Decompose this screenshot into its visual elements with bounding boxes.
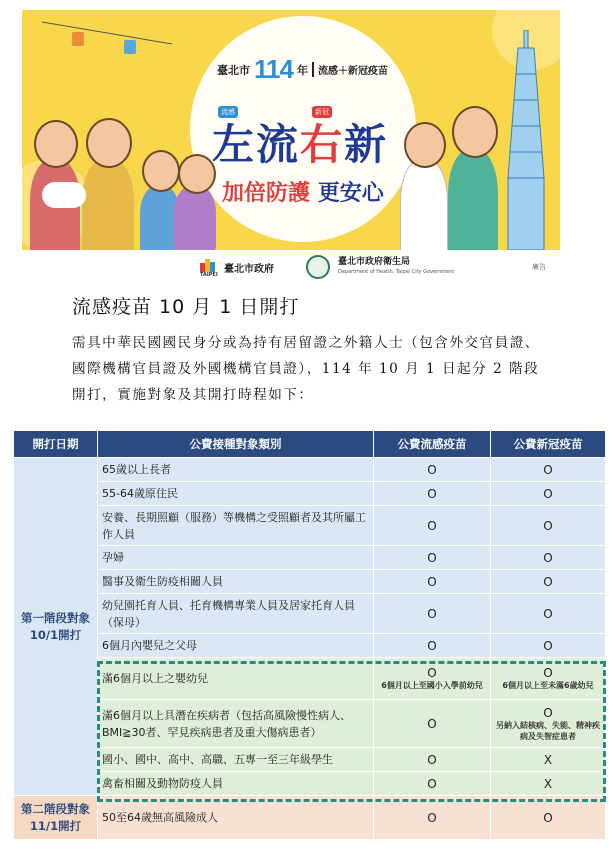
- baby-figure: [42, 182, 86, 208]
- row-flu: O: [374, 796, 491, 840]
- ad-label: 廣告: [532, 263, 546, 271]
- row-item: 6個月內嬰兒之父母: [98, 634, 374, 658]
- table-header-row: [14, 431, 606, 458]
- row-covid: O: [491, 634, 606, 658]
- intro-paragraph: 需具中華民國國民身分或為持有居留證之外籍人士（包含外交官員證、國際機構官員證及外國機構官員證），114 年 10 月 1 日起分 2 階段開打，實施對象及其開打時程如下：: [72, 335, 540, 403]
- covid-note: 6個月以上至未滿6歲幼兒: [502, 681, 594, 690]
- row-flu: O: [374, 482, 491, 506]
- table-row: [14, 796, 606, 840]
- grandfather-head: [142, 150, 180, 192]
- row-item: 滿6個月以上之嬰幼兒: [98, 658, 374, 700]
- subslogan-part: 加倍防護: [222, 181, 311, 206]
- table-row: [14, 594, 606, 634]
- subslogan-part: 更安心: [317, 181, 384, 206]
- row-covid: O: [491, 796, 606, 840]
- row-flu: O: [374, 634, 491, 658]
- phase2-label: 第二階段對象: [21, 801, 90, 816]
- banner-vaccines: 流感＋新冠疫苗: [312, 62, 388, 77]
- flu-note: 6個月以上至國小入學前幼兒: [381, 681, 483, 690]
- phase2-cell: [14, 796, 98, 840]
- row-item: 55-64歲原住民: [98, 482, 374, 506]
- health-dept-seal-icon: [306, 255, 330, 279]
- row-covid: O: [491, 594, 606, 634]
- banner-topline: [217, 54, 397, 85]
- row-covid: X: [491, 772, 606, 796]
- table-row: [14, 546, 606, 570]
- slogan-char: 新: [344, 120, 389, 169]
- mother-head: [34, 120, 78, 168]
- table-row: [14, 506, 606, 546]
- row-item: 滿6個月以上具潛在疾病者（包括高風險慢性病人、BMI≧30者、罕見疾病患者及重大傷病患者）: [98, 700, 374, 748]
- header-date: 開打日期: [14, 431, 98, 458]
- row-covid: X: [491, 748, 606, 772]
- covid-mark: O: [543, 705, 553, 720]
- row-flu: O: [374, 772, 491, 796]
- header-flu: 公費流感疫苗: [374, 431, 491, 458]
- row-flu: O: [374, 506, 491, 546]
- row-item: 安養、長期照顧（服務）等機構之受照顧者及其所屬工作人員: [98, 506, 374, 546]
- slogan-char: 流: [256, 120, 301, 169]
- banner-subslogan: [222, 176, 384, 207]
- banner-city: 臺北市: [217, 64, 250, 77]
- father-head: [86, 118, 132, 168]
- doctor-figure: [448, 150, 498, 250]
- table-row: [14, 748, 606, 772]
- phase1-cell: [14, 458, 98, 796]
- taipei-city-government: 臺北市政府: [224, 263, 274, 275]
- row-covid: [491, 658, 606, 700]
- header-category: 公費接種對象類別: [98, 431, 374, 458]
- row-flu: O: [374, 700, 491, 748]
- table-row: [14, 772, 606, 796]
- row-item: 國小、國中、高中、高職、五專一至三年級學生: [98, 748, 374, 772]
- nurse-figure: [400, 160, 448, 250]
- banner-year-suffix: 年: [296, 64, 308, 77]
- slogan-char: 左: [212, 120, 257, 169]
- logo-bar: [200, 256, 454, 278]
- banner-year: 114: [254, 54, 293, 84]
- page-title: 流感疫苗 10 月 1 日開打: [72, 296, 300, 318]
- vaccination-schedule-table: [13, 430, 606, 840]
- doctor-head: [452, 106, 498, 158]
- row-flu: O: [374, 546, 491, 570]
- row-covid: O: [491, 482, 606, 506]
- row-item: 孕婦: [98, 546, 374, 570]
- row-item: 幼兒園托育人員、托育機構專業人員及居家托育人員（保母）: [98, 594, 374, 634]
- nurse-head: [404, 122, 446, 168]
- row-item: 65歲以上長者: [98, 458, 374, 482]
- father-figure: [82, 160, 134, 250]
- row-flu: O: [374, 570, 491, 594]
- table-row: [14, 634, 606, 658]
- tag-covid: 新冠: [312, 106, 332, 118]
- campaign-banner: [22, 10, 560, 250]
- covid-mark: O: [543, 666, 553, 680]
- table-row: [14, 658, 606, 700]
- row-covid: O: [491, 458, 606, 482]
- grandmother-figure: [174, 186, 216, 250]
- taipei101-icon: [502, 30, 550, 250]
- phase1-date: 10/1開打: [29, 627, 82, 642]
- health-dept-name: [338, 257, 454, 277]
- row-item: 醫事及衛生防疫相關人員: [98, 570, 374, 594]
- table-row: [14, 570, 606, 594]
- health-dept-en: Department of Health, Taipei City Government: [338, 269, 455, 275]
- tag-flu: 流感: [218, 106, 238, 118]
- grandmother-head: [178, 154, 216, 194]
- taipei-brand: TAIPEI: [200, 272, 218, 278]
- cable-car-icon: [42, 10, 172, 80]
- table-row: [14, 458, 606, 482]
- table-row: [14, 700, 606, 748]
- header-covid: 公費新冠疫苗: [491, 431, 606, 458]
- row-item: 禽畜相關及動物防疫人員: [98, 772, 374, 796]
- row-covid: O: [491, 546, 606, 570]
- row-flu: O: [374, 594, 491, 634]
- row-flu: O: [374, 458, 491, 482]
- row-flu: [374, 658, 491, 700]
- row-covid: O: [491, 570, 606, 594]
- phase1-label: 第一階段對象: [21, 610, 90, 625]
- row-covid: O: [491, 506, 606, 546]
- row-item: 50至64歲無高風險成人: [98, 796, 374, 840]
- health-dept-zh: 臺北市政府衛生局: [338, 257, 411, 267]
- flu-mark: O: [427, 666, 437, 680]
- banner-slogan: [212, 112, 388, 172]
- row-flu: O: [374, 748, 491, 772]
- table-row: [14, 482, 606, 506]
- phase2-date: 11/1開打: [29, 818, 82, 833]
- slogan-char: 右: [300, 120, 345, 169]
- covid-note: 另納入結核病、失能、精神疾病及失智症患者: [496, 720, 600, 741]
- row-covid: [491, 700, 606, 748]
